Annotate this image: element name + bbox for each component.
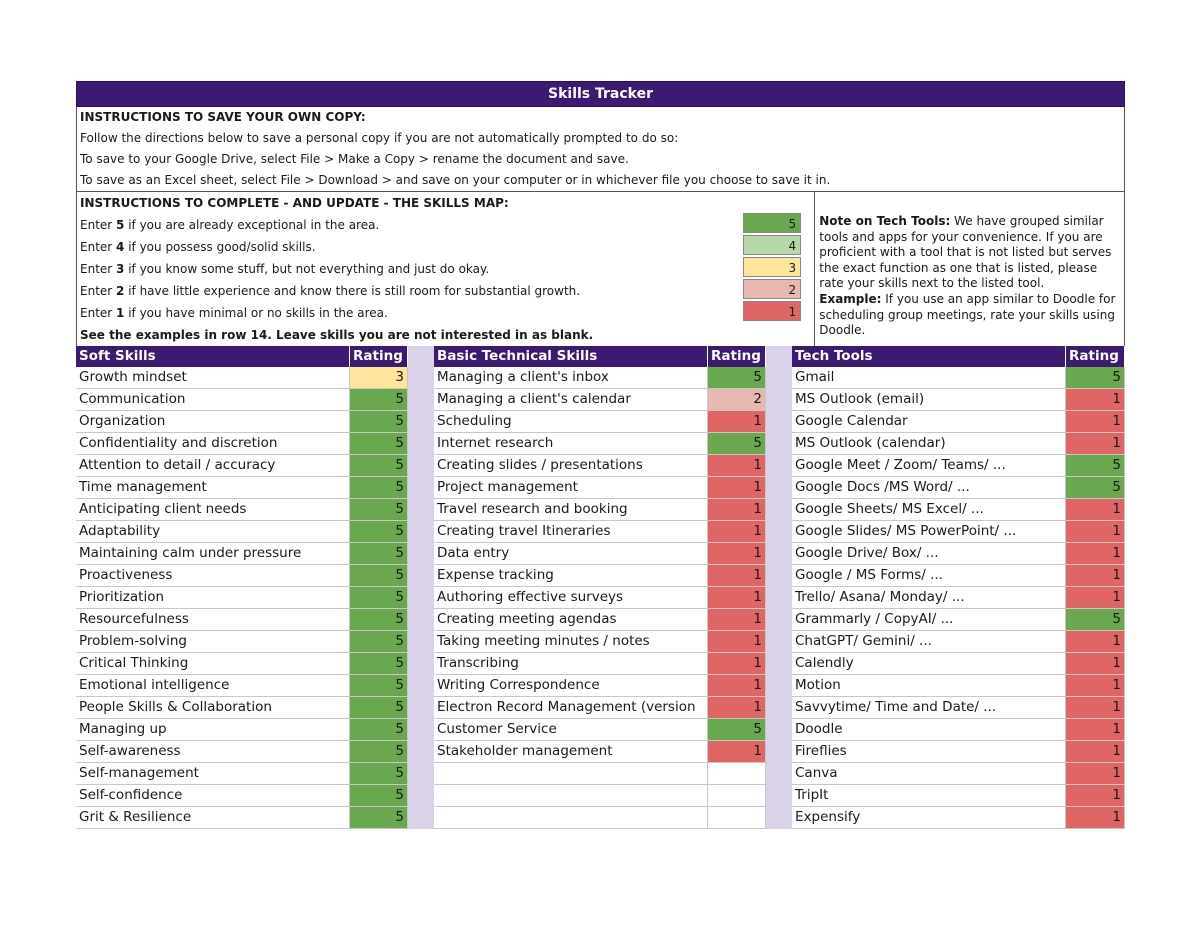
enter-instruction-line	[77, 280, 742, 302]
tech-tools-rating-cell[interactable]: 1	[1066, 807, 1125, 829]
technical-skills-rating-cell[interactable]: 1	[708, 521, 766, 543]
technical-skills-skill-cell[interactable]: Transcribing	[434, 653, 708, 675]
soft-skills-skill-cell[interactable]: Proactiveness	[76, 565, 350, 587]
save-instruction-line: Follow the directions below to save a personal copy if you are not automatically prompted to do so:	[80, 131, 679, 145]
technical-skills-rating-cell[interactable]	[708, 763, 766, 785]
technical-skills-skill-cell[interactable]: Data entry	[434, 543, 708, 565]
technical-skills-rating-cell[interactable]: 1	[708, 675, 766, 697]
soft-skills-rating-cell[interactable]: 5	[350, 675, 408, 697]
technical-skills-rating-cell[interactable]: 1	[708, 587, 766, 609]
tech-tools-rating-cell[interactable]: 5	[1066, 477, 1125, 499]
skills-grid	[76, 346, 1125, 829]
tech-tools-skill-cell[interactable]: Doodle	[792, 719, 1066, 741]
tech-tools-header: Tech Tools	[792, 346, 1066, 367]
tech-tools-rating-cell[interactable]: 1	[1066, 433, 1125, 455]
technical-skills-header: Basic Technical Skills	[434, 346, 708, 367]
tech-tools-skill-cell[interactable]: Google / MS Forms/ ...	[792, 565, 1066, 587]
technical-skills-skill-cell[interactable]: Project management	[434, 477, 708, 499]
soft-skills-rating-cell[interactable]: 5	[350, 543, 408, 565]
tech-tools-rating-cell[interactable]: 1	[1066, 741, 1125, 763]
enter-description: if have little experience and know there is still room for substantial growth.	[124, 284, 581, 298]
soft-skills-skill-cell[interactable]: Emotional intelligence	[76, 675, 350, 697]
technical-skills-skill-cell[interactable]: Stakeholder management	[434, 741, 708, 763]
skills-tracker-sheet	[76, 81, 1125, 829]
soft-skills-skill-cell[interactable]: People Skills & Collaboration	[76, 697, 350, 719]
tech-tools-rating-cell[interactable]: 1	[1066, 653, 1125, 675]
tech-tools-rating-cell[interactable]: 1	[1066, 543, 1125, 565]
soft-skills-rating-cell[interactable]: 5	[350, 499, 408, 521]
technical-skills-rating-cell[interactable]: 1	[708, 631, 766, 653]
soft-skills-skill-cell[interactable]: Organization	[76, 411, 350, 433]
enter-prefix: Enter	[80, 240, 117, 254]
enter-instruction-line	[77, 214, 742, 236]
technical-skills-skill-cell[interactable]	[434, 763, 708, 785]
sheet-title: Skills Tracker	[76, 81, 1125, 107]
save-instructions-heading: INSTRUCTIONS TO SAVE YOUR OWN COPY:	[80, 110, 366, 124]
technical-skills-rating-cell[interactable]: 1	[708, 411, 766, 433]
technical-skills-rating-cell[interactable]: 1	[708, 455, 766, 477]
soft-skills-rating-cell[interactable]: 5	[350, 697, 408, 719]
technical-skills-skill-cell[interactable]: Taking meeting minutes / notes	[434, 631, 708, 653]
note-text: We have grouped similar tools and apps for your convenience. If you are proficient with a tool that is not listed but serves the exact function as one that is listed, please rate your skills next to the listed tool.	[819, 214, 1112, 291]
column-spacer	[408, 346, 434, 829]
soft-skills-rating-cell[interactable]: 3	[350, 367, 408, 389]
enter-instruction-line	[77, 302, 742, 324]
technical-skills-rating-cell[interactable]	[708, 807, 766, 829]
enter-prefix: Enter	[80, 306, 117, 320]
enter-prefix: Enter	[80, 262, 117, 276]
technical-skills-rating-cell[interactable]: 1	[708, 477, 766, 499]
tech-tools-rating-cell[interactable]: 5	[1066, 367, 1125, 389]
tech-tools-rating-cell[interactable]: 1	[1066, 719, 1125, 741]
technical-skills-skill-cell[interactable]: Customer Service	[434, 719, 708, 741]
soft-skills-rating-cell[interactable]: 5	[350, 609, 408, 631]
tech-tools-rating-cell[interactable]: 1	[1066, 565, 1125, 587]
legend-rating-1: 1	[743, 301, 801, 321]
tech-tools-rating-cell[interactable]: 1	[1066, 411, 1125, 433]
soft-skills-skill-cell[interactable]: Maintaining calm under pressure	[76, 543, 350, 565]
tech-tools-skill-cell[interactable]: Trello/ Asana/ Monday/ ...	[792, 587, 1066, 609]
complete-instructions-footer: See the examples in row 14. Leave skills you are not interested in as blank.	[80, 328, 594, 342]
soft-skills-rating-cell[interactable]: 5	[350, 807, 408, 829]
technical-skills-rating-cell[interactable]: 5	[708, 433, 766, 455]
soft-skills-rating-cell[interactable]: 5	[350, 741, 408, 763]
soft-skills-rating-header: Rating	[350, 346, 408, 367]
enter-description: if you are already exceptional in the area.	[124, 218, 380, 232]
save-instruction-line: To save to your Google Drive, select File > Make a Copy > rename the document and save.	[80, 152, 629, 166]
soft-skills-skill-cell[interactable]: Communication	[76, 389, 350, 411]
soft-skills-rating-cell[interactable]: 5	[350, 631, 408, 653]
soft-skills-skill-cell[interactable]: Self-awareness	[76, 741, 350, 763]
technical-skills-rating-cell[interactable]: 1	[708, 653, 766, 675]
soft-skills-rating-cell[interactable]: 5	[350, 719, 408, 741]
enter-prefix: Enter	[80, 218, 117, 232]
tech-tools-note	[814, 192, 1124, 346]
tech-tools-skill-cell[interactable]: Grammarly / CopyAI/ ...	[792, 609, 1066, 631]
enter-description: if you possess good/solid skills.	[124, 240, 316, 254]
tech-tools-skill-cell[interactable]: Savvytime/ Time and Date/ ...	[792, 697, 1066, 719]
tech-tools-skill-cell[interactable]: Google Slides/ MS PowerPoint/ ...	[792, 521, 1066, 543]
enter-description: if you have minimal or no skills in the area.	[124, 306, 388, 320]
legend-rating-2: 2	[743, 279, 801, 299]
technical-skills-rating-cell[interactable]: 1	[708, 697, 766, 719]
legend-rating-5: 5	[743, 213, 801, 233]
soft-skills-rating-cell[interactable]: 5	[350, 411, 408, 433]
technical-skills-skill-cell[interactable]	[434, 807, 708, 829]
technical-skills-skill-cell[interactable]: Managing a client's calendar	[434, 389, 708, 411]
enter-number: 5	[116, 218, 125, 232]
soft-skills-skill-cell[interactable]: Prioritization	[76, 587, 350, 609]
tech-tools-rating-cell[interactable]: 1	[1066, 697, 1125, 719]
technical-skills-rating-cell[interactable]: 1	[708, 565, 766, 587]
soft-skills-rating-cell[interactable]: 5	[350, 785, 408, 807]
technical-skills-rating-header: Rating	[708, 346, 766, 367]
tech-tools-rating-cell[interactable]: 1	[1066, 389, 1125, 411]
tech-tools-rating-cell[interactable]: 5	[1066, 455, 1125, 477]
enter-description: if you know some stuff, but not everything and just do okay.	[124, 262, 490, 276]
tech-tools-rating-cell[interactable]: 1	[1066, 521, 1125, 543]
technical-skills-rating-cell[interactable]: 1	[708, 543, 766, 565]
technical-skills-skill-cell[interactable]: Internet research	[434, 433, 708, 455]
complete-instructions	[76, 192, 1125, 346]
technical-skills-skill-cell[interactable]: Authoring effective surveys	[434, 587, 708, 609]
tech-tools-rating-cell[interactable]: 1	[1066, 499, 1125, 521]
technical-skills-rating-cell[interactable]: 5	[708, 367, 766, 389]
soft-skills-skill-cell[interactable]: Attention to detail / accuracy	[76, 455, 350, 477]
tech-tools-skill-cell[interactable]: Calendly	[792, 653, 1066, 675]
tech-tools-skill-cell[interactable]: ChatGPT/ Gemini/ ...	[792, 631, 1066, 653]
legend-rating-4: 4	[743, 235, 801, 255]
soft-skills-skill-cell[interactable]: Self-confidence	[76, 785, 350, 807]
legend-rating-3: 3	[743, 257, 801, 277]
tech-tools-skill-cell[interactable]: Expensify	[792, 807, 1066, 829]
soft-skills-skill-cell[interactable]: Growth mindset	[76, 367, 350, 389]
soft-skills-rating-cell[interactable]: 5	[350, 455, 408, 477]
save-instruction-line: To save as an Excel sheet, select File > Download > and save on your computer or in whichever file you choose to save it in.	[80, 173, 831, 187]
technical-skills-rating-cell[interactable]: 1	[708, 499, 766, 521]
soft-skills-rating-cell[interactable]: 5	[350, 653, 408, 675]
technical-skills-rating-cell[interactable]	[708, 785, 766, 807]
enter-instruction-line	[77, 258, 742, 280]
soft-skills-skill-cell[interactable]: Managing up	[76, 719, 350, 741]
soft-skills-rating-cell[interactable]: 5	[350, 521, 408, 543]
tech-tools-rating-cell[interactable]: 1	[1066, 587, 1125, 609]
save-instructions	[76, 107, 1125, 192]
soft-skills-rating-cell[interactable]: 5	[350, 763, 408, 785]
soft-skills-skill-cell[interactable]: Problem-solving	[76, 631, 350, 653]
rating-legend	[742, 192, 801, 346]
technical-skills-skill-cell[interactable]: Creating travel Itineraries	[434, 521, 708, 543]
tech-tools-rating-cell[interactable]: 1	[1066, 675, 1125, 697]
tech-tools-skill-cell[interactable]: Google Calendar	[792, 411, 1066, 433]
technical-skills-skill-cell[interactable]: Creating slides / presentations	[434, 455, 708, 477]
soft-skills-skill-cell[interactable]: Resourcefulness	[76, 609, 350, 631]
soft-skills-skill-cell[interactable]: Critical Thinking	[76, 653, 350, 675]
technical-skills-skill-cell[interactable]	[434, 785, 708, 807]
soft-skills-skill-cell[interactable]: Grit & Resilience	[76, 807, 350, 829]
soft-skills-header: Soft Skills	[76, 346, 350, 367]
enter-prefix: Enter	[80, 284, 117, 298]
technical-skills-rating-cell[interactable]: 5	[708, 719, 766, 741]
enter-instruction-line	[77, 236, 742, 258]
tech-tools-rating-cell[interactable]: 1	[1066, 785, 1125, 807]
technical-skills-skill-cell[interactable]: Electron Record Management (version	[434, 697, 708, 719]
tech-tools-skill-cell[interactable]: Fireflies	[792, 741, 1066, 763]
soft-skills-rating-cell[interactable]: 5	[350, 565, 408, 587]
tech-tools-skill-cell[interactable]: Google Docs /MS Word/ ...	[792, 477, 1066, 499]
enter-number: 2	[116, 284, 125, 298]
soft-skills-skill-cell[interactable]: Adaptability	[76, 521, 350, 543]
tech-tools-rating-cell[interactable]: 1	[1066, 631, 1125, 653]
tech-tools-skill-cell[interactable]: MS Outlook (email)	[792, 389, 1066, 411]
tech-tools-rating-cell[interactable]: 1	[1066, 763, 1125, 785]
tech-tools-skill-cell[interactable]: Canva	[792, 763, 1066, 785]
tech-tools-skill-cell[interactable]: MS Outlook (calendar)	[792, 433, 1066, 455]
tech-tools-skill-cell[interactable]: Motion	[792, 675, 1066, 697]
tech-tools-skill-cell[interactable]: Google Drive/ Box/ ...	[792, 543, 1066, 565]
soft-skills-skill-cell[interactable]: Confidentiality and discretion	[76, 433, 350, 455]
example-label: Example:	[819, 291, 882, 306]
tech-tools-skill-cell[interactable]: Google Sheets/ MS Excel/ ...	[792, 499, 1066, 521]
technical-skills-skill-cell[interactable]: Writing Correspondence	[434, 675, 708, 697]
technical-skills-skill-cell[interactable]: Managing a client's inbox	[434, 367, 708, 389]
technical-skills-skill-cell[interactable]: Creating meeting agendas	[434, 609, 708, 631]
example-text: If you use an app similar to Doodle for scheduling group meetings, rate your skills using Doodle.	[819, 291, 1116, 338]
tech-tools-skill-cell[interactable]: Google Meet / Zoom/ Teams/ ...	[792, 455, 1066, 477]
tech-tools-rating-header: Rating	[1066, 346, 1125, 367]
enter-number: 3	[116, 262, 125, 276]
enter-number: 1	[116, 306, 125, 320]
soft-skills-skill-cell[interactable]: Anticipating client needs	[76, 499, 350, 521]
technical-skills-rating-cell[interactable]: 1	[708, 741, 766, 763]
soft-skills-rating-cell[interactable]: 5	[350, 587, 408, 609]
technical-skills-rating-cell[interactable]: 1	[708, 609, 766, 631]
enter-number: 4	[116, 240, 125, 254]
column-spacer	[766, 346, 792, 829]
technical-skills-skill-cell[interactable]: Scheduling	[434, 411, 708, 433]
soft-skills-rating-cell[interactable]: 5	[350, 477, 408, 499]
soft-skills-skill-cell[interactable]: Self-management	[76, 763, 350, 785]
tech-tools-rating-cell[interactable]: 5	[1066, 609, 1125, 631]
complete-instructions-heading: INSTRUCTIONS TO COMPLETE - AND UPDATE - THE SKILLS MAP:	[80, 196, 509, 210]
note-label: Note on Tech Tools:	[819, 214, 951, 228]
technical-skills-rating-cell[interactable]: 2	[708, 389, 766, 411]
soft-skills-rating-cell[interactable]: 5	[350, 389, 408, 411]
technical-skills-skill-cell[interactable]: Expense tracking	[434, 565, 708, 587]
soft-skills-skill-cell[interactable]: Time management	[76, 477, 350, 499]
tech-tools-skill-cell[interactable]: Gmail	[792, 367, 1066, 389]
technical-skills-skill-cell[interactable]: Travel research and booking	[434, 499, 708, 521]
soft-skills-rating-cell[interactable]: 5	[350, 433, 408, 455]
tech-tools-skill-cell[interactable]: TripIt	[792, 785, 1066, 807]
